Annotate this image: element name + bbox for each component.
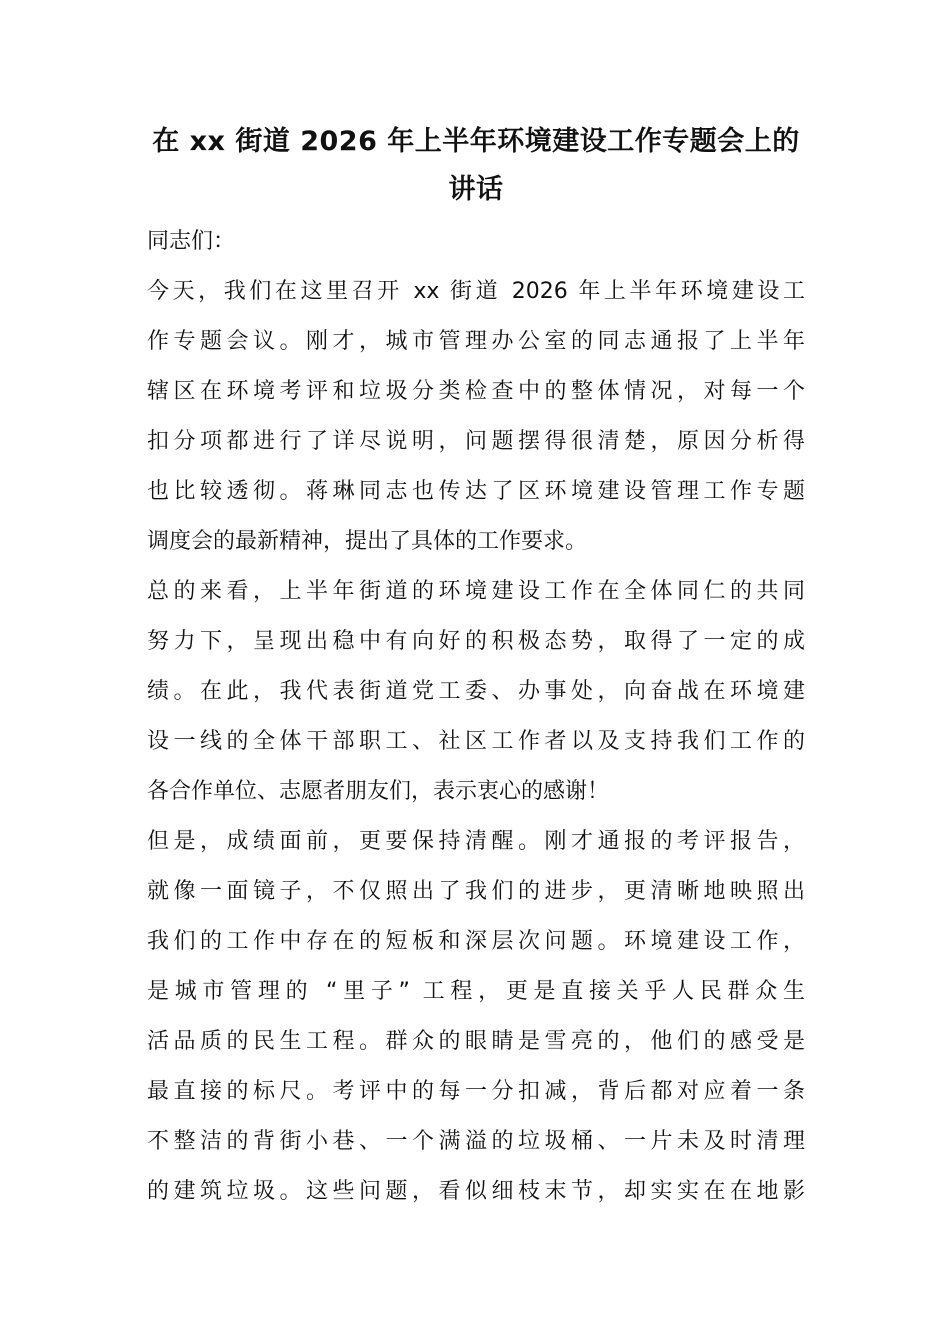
- text-line: 我们的工作中存在的短板和深层次问题。环境建设工作，: [147, 929, 805, 954]
- text-line: 设一线的全体干部职工、社区工作者以及支持我们工作的: [147, 729, 805, 754]
- text-line: 扣分项都进行了详尽说明，问题摆得很清楚，原因分析得: [147, 429, 805, 454]
- title-line: 讲话: [448, 174, 504, 205]
- text-line: 是城市管理的 “里子” 工程，更是直接关乎人民群众生: [147, 979, 805, 1004]
- text-line: 调度会的最新精神，提出了具体的工作要求。: [147, 529, 588, 554]
- text-line: 活品质的民生工程。群众的眼睛是雪亮的，他们的感受是: [147, 1029, 805, 1054]
- text-line: 的建筑垃圾。这些问题，看似细枝末节，却实实在在地影: [147, 1179, 805, 1204]
- text-line: 总的来看，上半年街道的环境建设工作在全体同仁的共同: [147, 579, 805, 604]
- text-line: 各合作单位、志愿者朋友们，表示衷心的感谢！: [147, 779, 610, 804]
- paragraph-2: [147, 567, 805, 817]
- text-line: 绩。在此，我代表街道党工委、办事处，向奋战在环境建: [147, 679, 805, 704]
- text-line: 作专题会议。刚才，城市管理办公室的同志通报了上半年: [147, 329, 805, 354]
- document-body: [147, 217, 805, 1217]
- text-line: 努力下，呈现出稳中有向好的积极态势，取得了一定的成: [147, 629, 805, 654]
- text-line: 最直接的标尺。考评中的每一分扣减，背后都对应着一条: [147, 1079, 805, 1104]
- paragraph-1: [147, 267, 805, 567]
- document-page: [147, 118, 805, 1217]
- paragraph-3: [147, 817, 805, 1217]
- text-line: 不整洁的背街小巷、一个满溢的垃圾桶、一片未及时清理: [147, 1129, 805, 1154]
- text-line: 但是，成绩面前，更要保持清醒。刚才通报的考评报告，: [147, 829, 805, 854]
- text-line: 辖区在环境考评和垃圾分类检查中的整体情况，对每一个: [147, 379, 805, 404]
- text-line: 今天，我们在这里召开 xx 街道 2026 年上半年环境建设工: [147, 279, 805, 304]
- salutation: 同志们：: [147, 229, 236, 254]
- document-title: [147, 118, 805, 214]
- text-line: 也比较透彻。蒋琳同志也传达了区环境建设管理工作专题: [147, 479, 805, 504]
- text-line: 就像一面镜子，不仅照出了我们的进步，更清晰地映照出: [147, 879, 805, 904]
- title-line: 在 xx 街道 2026 年上半年环境建设工作专题会上的: [152, 126, 800, 157]
